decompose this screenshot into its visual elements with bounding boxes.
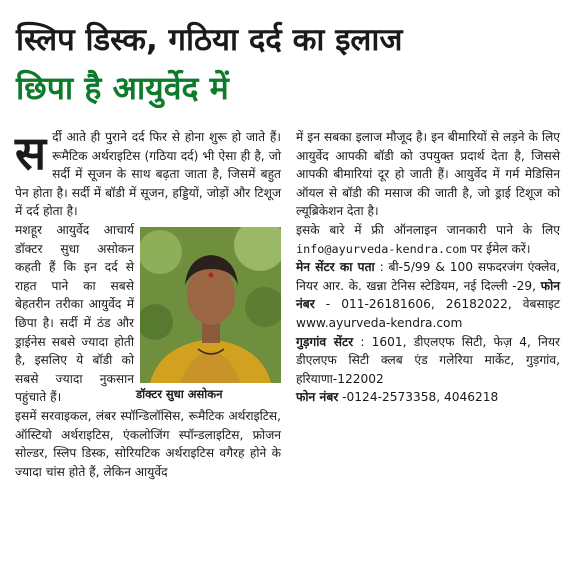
main-center-block: [296, 258, 560, 332]
paragraph-1-text: र्दी आते ही पुराने दर्द फिर से होना शुरू हो जाते हैं। रूमैटिक अर्थराइटिस (गठिया दर्द) भी ऐसा ही है, जो सर्दी में सूजन के साथ बढ़ता जाता है, जिसमें बहुत पेन होता है। सर्दी में बॉडी में सूजन, हड्डियों, जोड़ों और टिशूज में दर्द होता है।: [15, 130, 281, 219]
main-center-label: मेन सेंटर का पता: [296, 260, 375, 275]
photo-figure: [136, 227, 281, 401]
website-link[interactable]: www.ayurveda-kendra.com: [296, 315, 463, 330]
gurgaon-center-block: [296, 333, 560, 389]
paragraph-2: [15, 221, 281, 407]
paragraph-4: में इन सबका इलाज मौजूद है। इन बीमारियों से लड़ने के लिए आयुर्वेद आपकी बॉडी को उपयुक्त प्रदार्थ देता है, जिससे आपकी बीमारियां दूर हो जाती हैं। आयुर्वेद में गर्म मेडिसिन ऑयल से बॉडी की मसाज की जाती है, जो ड्राई टिशूज को ल्यूब्रिकेशन देता है।: [296, 130, 560, 219]
paragraph-5-post: पर ईमेल करें।: [470, 241, 531, 256]
paragraph-2-text: मशहूर आयुर्वेद आचार्य डॉक्टर सुधा असोकन कहती हैं कि इन दर्द से राहत पाने का सबसे बेहतरीन तरीका आयुर्वेद में छिपा है। सर्दी में ठंड और ड्राईनेस सबसे ज्यादा होती है, इसलिए ये बॉडी को सबसे ज्यादा नुकसान पहुंचाते हैं।: [15, 222, 134, 405]
phone-1: - 011-26181606, 26182022, वेबसाइट: [325, 297, 561, 312]
main-center-address: : बी-5/99 & 100 सफदरजंग एंक्लेव, नियर आर. के. खन्ना टेनिस स्टेडियम, नई दिल्ली -29,: [296, 260, 560, 293]
headline-line-2: छिपा है आयुर्वेद में: [16, 69, 229, 107]
gurgaon-center-address: : 1601, डीएलएफ सिटी, फेज़ 4, नियर डीएलएफ सिटी क्लब एंड गलेरिया मार्केट, गुड़गांव, हरियाणा-122002: [296, 334, 561, 386]
photo-caption: डॉक्टर सुधा असोकन: [136, 386, 223, 401]
paragraph-5-pre: इसके बारे में फ्री ऑनलाइन जानकारी पाने के लिए: [296, 222, 560, 237]
phone-2: -0124-2573358, 4046218: [342, 390, 499, 405]
phone-label-1: फोन नंबर: [296, 278, 560, 312]
headline-line-1: स्लिप डिस्क, गठिया दर्द का इलाज: [16, 22, 403, 58]
article-column-left: [15, 128, 281, 481]
gurgaon-center-label: गुड़गांव सेंटर: [296, 334, 354, 349]
doctor-photo: [140, 227, 281, 383]
phone-block-2: [296, 388, 560, 407]
article-column-right: [296, 128, 560, 407]
phone-label-2: फोन नंबर: [296, 390, 339, 405]
paragraph-3: इसमें सरवाइकल, लंबर स्पॉन्डिलॉसिस, रूमैटिक अर्थराइटिस, ऑस्टियो अर्थराइटिस, एंकलोजिंग स्पॉन्डलाइटिस, फ्रोजन सोल्डर, स्लिप डिस्क, सोरियटिक अर्थराइटिस वगैरह होने के ज्यादा चांस होते हैं, लेकिन आयुर्वेद: [15, 408, 281, 479]
paragraph-1: [15, 128, 281, 221]
drop-cap: स: [15, 126, 47, 180]
email-address[interactable]: info@ayurveda-kendra.com: [296, 241, 467, 256]
paragraph-5: [296, 221, 560, 258]
